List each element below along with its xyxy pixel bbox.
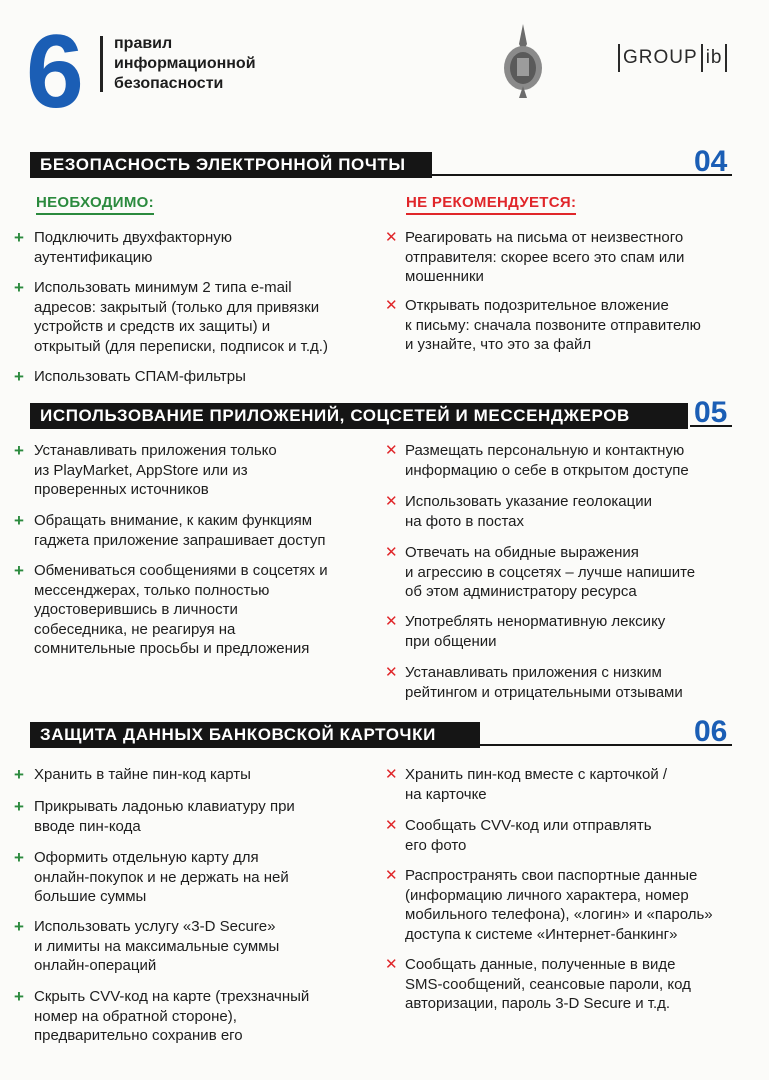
cross-icon: ✕ [385,817,398,834]
section-title-card: ЗАЩИТА ДАННЫХ БАНКОВСКОЙ КАРТОЧКИ [30,722,480,748]
plus-icon: + [14,797,24,816]
cross-icon: ✕ [385,229,398,246]
section-title-apps: ИСПОЛЬЗОВАНИЕ ПРИЛОЖЕНИЙ, СОЦСЕТЕЙ И МЕССЕНДЖЕРОВ [30,403,688,429]
emblem-icon [498,22,548,100]
do-item: + Устанавливать приложения только из PlayMarket, AppStore или из проверенных источников [14,441,277,498]
cross-icon: ✕ [385,297,398,314]
dont-item: ✕ Употреблять ненормативную лексику при общении [385,613,666,650]
do-label: НЕОБХОДИМО: [36,194,154,215]
plus-icon: + [14,441,24,460]
do-item: + Хранить в тайне пин-код карты [14,765,251,784]
section-number: 04 [694,145,728,178]
do-item: + Обращать внимание, к каким функциям гаджета приложение запрашивает доступ [14,511,326,549]
title-line: правил [114,35,173,52]
cross-icon: ✕ [385,766,398,783]
cross-icon: ✕ [385,442,398,459]
dont-item: ✕ Отвечать на обидные выражения и агрессию в соцсетях – лучше напишите об этом администратору ресурса [385,544,696,600]
section-title-email: БЕЗОПАСНОСТЬ ЭЛЕКТРОННОЙ ПОЧТЫ [30,152,432,178]
dont-label: НЕ РЕКОМЕНДУЕТСЯ: [406,194,576,215]
cross-icon: ✕ [385,493,398,510]
dont-item: ✕ Хранить пин-код вместе с карточкой / на карточке [385,766,668,803]
section-number: 06 [694,715,728,748]
do-item: + Использовать СПАМ-фильтры [14,367,246,386]
do-item: + Оформить отдельную карту для онлайн-покупок и не держать на ней большие суммы [14,848,289,905]
plus-icon: + [14,228,24,247]
plus-icon: + [14,848,24,867]
do-item: + Скрыть CVV-код на карте (трехзначный номер на обратной стороне), предварительно сохранив его [14,987,310,1044]
dont-item: ✕ Распространять свои паспортные данные (информацию личного характера, номер мобильного телефона), «логин» и «пароль» доступа к системе «Интернет-банкинг» [385,867,713,943]
dont-item: ✕ Устанавливать приложения с низким рейтингом и отрицательными отзывами [385,664,683,701]
do-item: + Обмениваться сообщениями в соцсетях и мессенджерах, только полностью удостоверившись в личности собеседника, не реагируя на сомнительные просьбы и предложения [14,561,328,657]
section-rule [432,174,732,176]
plus-icon: + [14,278,24,297]
dont-item: ✕ Сообщать CVV-код или отправлять его фото [385,817,652,854]
logo-bar [618,44,620,72]
logo-text-right: ib [705,47,723,68]
group-ib-logo [615,44,730,72]
plus-icon: + [14,561,24,580]
big-number: 6 [26,14,84,130]
plus-icon: + [14,511,24,530]
dont-item: ✕ Размещать персональную и контактную информацию о себе в открытом доступе [385,442,689,479]
title-divider [100,36,103,92]
dont-item: ✕ Использовать указание геолокации на фото в постах [385,493,653,530]
plus-icon: + [14,367,24,386]
do-item: + Прикрывать ладонью клавиатуру при вводе пин-кода [14,797,295,835]
cross-icon: ✕ [385,664,398,681]
do-item: + Использовать минимум 2 типа e-mail адресов: закрытый (только для привязки устройств и средств их защиты) и открытый (для переписки, подписок и т.д.) [14,278,328,355]
dont-item: ✕ Открывать подозрительное вложение к письму: сначала позвоните отправителю и узнайте, что это за файл [385,297,701,353]
document-title [114,34,256,94]
title-line: безопасности [114,75,224,92]
plus-icon: + [14,987,24,1006]
cross-icon: ✕ [385,613,398,630]
plus-icon: + [14,917,24,936]
logo-bar [725,44,727,72]
cross-icon: ✕ [385,956,398,973]
cross-icon: ✕ [385,867,398,884]
title-line: информационной [114,55,256,72]
cross-icon: ✕ [385,544,398,561]
dont-item: ✕ Реагировать на письма от неизвестного отправителя: скорее всего это спам или мошенники [385,229,685,285]
do-item: + Использовать услугу «3-D Secure» и лимиты на максимальные суммы онлайн-операций [14,917,280,974]
section-number: 05 [694,396,728,429]
plus-icon: + [14,765,24,784]
do-item: + Подключить двухфакторную аутентификацию [14,228,233,266]
logo-bar [701,44,703,72]
dont-item: ✕ Сообщать данные, полученные в виде SMS-сообщений, сеансовые пароли, код авторизации, пароль 3-D Secure и т.д. [385,956,691,1012]
logo-text-left: GROUP [623,47,698,68]
